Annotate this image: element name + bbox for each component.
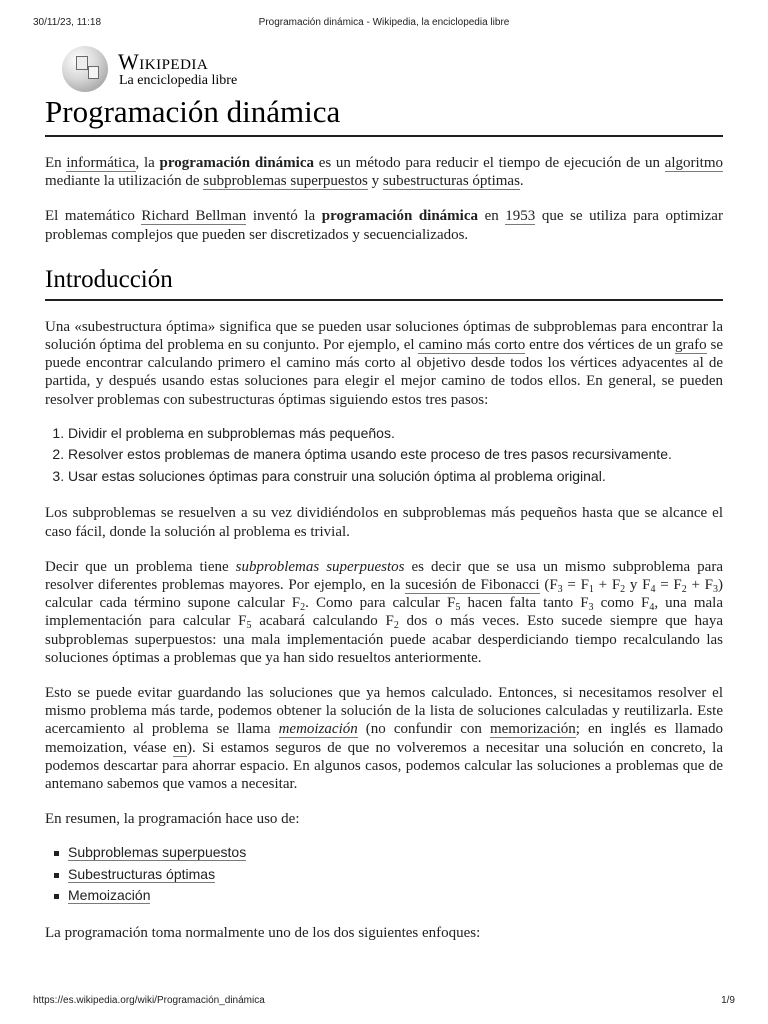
wikipedia-wordmark: Wikipedia bbox=[118, 49, 209, 74]
intro-paragraph-3 bbox=[45, 558, 723, 667]
article-content bbox=[45, 92, 723, 942]
uses-list bbox=[45, 842, 723, 907]
text: y F bbox=[625, 576, 651, 593]
text: El matemático bbox=[45, 208, 142, 225]
text: entre dos vértices de un bbox=[525, 337, 675, 354]
subscript: 3 bbox=[588, 602, 594, 614]
link-memoizacion[interactable]: Memoización bbox=[68, 887, 151, 904]
text: y bbox=[367, 173, 383, 190]
print-datetime: 30/11/23, 11:18 bbox=[33, 17, 102, 28]
text: Esto se puede evitar guardando las soluciones que ya hemos calculado. Entonces, si necesitamos resolver el mismo problema más tarde, podemos obtener la solución de la lista de soluciones calculadas y reutilizarla. Este acercamiento al problema se llama bbox=[45, 684, 723, 738]
list-item bbox=[68, 885, 723, 907]
link-memorizacion[interactable]: memorización bbox=[489, 721, 576, 738]
text: ; en inglés es llamado memoization, véase bbox=[45, 721, 724, 756]
lead-paragraph-1 bbox=[45, 154, 723, 190]
text: (no confundir con bbox=[357, 721, 490, 738]
intro-paragraph-1 bbox=[45, 318, 723, 409]
text: Decir que un problema tiene bbox=[45, 558, 236, 575]
subscript: 3 bbox=[557, 583, 563, 595]
intro-paragraph-4 bbox=[45, 684, 723, 793]
wikipedia-tagline: La enciclopedia libre bbox=[119, 73, 238, 88]
link-subproblemas-superpuestos[interactable]: subproblemas superpuestos bbox=[203, 173, 368, 190]
text: como F bbox=[593, 595, 650, 612]
text: = F bbox=[562, 576, 589, 593]
link-informatica[interactable]: informática bbox=[66, 155, 136, 171]
subscript: 4 bbox=[649, 602, 655, 614]
lead-paragraph-2 bbox=[45, 207, 723, 243]
wikipedia-globe-icon bbox=[62, 46, 108, 92]
intro-paragraph-2: Los subproblemas se resuelven a su vez dividiéndolos en subproblemas más pequeños hasta que se alcance el caso fácil, donde la solución al problema es trivial. bbox=[45, 505, 723, 540]
subscript: 5 bbox=[246, 620, 252, 632]
bold-term: programación dinámica bbox=[159, 155, 314, 171]
text: , una mala implementación para calcular F bbox=[45, 595, 723, 630]
subscript: 3 bbox=[712, 583, 718, 595]
link-sucesion-de-fibonacci[interactable]: sucesión de Fibonacci bbox=[405, 576, 540, 593]
text: + F bbox=[686, 576, 713, 593]
print-footer bbox=[33, 995, 735, 1009]
link-grafo[interactable]: grafo bbox=[675, 337, 707, 354]
text: mediante la utilización de bbox=[45, 173, 204, 190]
subscript: 5 bbox=[455, 602, 461, 614]
page-title: Programación dinámica bbox=[45, 92, 723, 137]
subscript: 2 bbox=[681, 583, 687, 595]
link-1953[interactable]: 1953 bbox=[505, 208, 536, 225]
text: acabará calculando F bbox=[251, 613, 394, 630]
text: + F bbox=[593, 576, 621, 593]
link-camino-mas-corto[interactable]: camino más corto bbox=[418, 337, 526, 354]
subscript: 2 bbox=[300, 602, 306, 614]
link-algoritmo[interactable]: algoritmo bbox=[664, 155, 723, 171]
link-subestructuras-optimas[interactable]: subestructuras óptimas bbox=[382, 173, 520, 190]
link-en[interactable]: en bbox=[172, 739, 187, 756]
text: En bbox=[45, 155, 67, 171]
intro-paragraph-6: La programación toma normalmente uno de los dos siguientes enfoques: bbox=[45, 924, 481, 941]
link-memoizacion[interactable] bbox=[279, 721, 358, 738]
text: es un método para reducir el tiempo de ejecución de un bbox=[314, 155, 665, 171]
text: inventó la bbox=[246, 208, 322, 225]
text: es decir que se usa un mismo subproblema para resolver diferentes problemas mayores. Por ejemplo, en la bbox=[45, 558, 723, 593]
list-item: 3. Usar estas soluciones óptimas para construir una solución óptima al problema original. bbox=[68, 466, 723, 488]
link-text: memoización bbox=[278, 721, 358, 738]
text: que se utiliza para optimizar problemas complejos que pueden ser discretizados y secuencializados. bbox=[45, 208, 723, 243]
italic-term: subproblemas superpuestos bbox=[235, 558, 405, 575]
text: , la bbox=[135, 155, 160, 171]
link-subestructuras-optimas[interactable]: Subestructuras óptimas bbox=[68, 865, 216, 882]
print-page-number: 1/9 bbox=[721, 995, 735, 1006]
print-url: https://es.wikipedia.org/wiki/Programación_dinámica bbox=[33, 995, 265, 1006]
text: dos o más veces. Esto sucede siempre que haya subproblemas superpuestos: una mala implementación puede acabar desperdiciando tiempo recalculando las soluciones óptimas a problemas que ya han sido resueltos anteriormente. bbox=[45, 613, 724, 666]
text: se puede encontrar calculando primero el camino más corto al objetivo desde todos los vértices adyacentes al de partida, y después usando estas soluciones para elegir el mejor camino de todos ellos. En general, se pueden resolver problemas con subestructuras óptimas siguiendo estos tres pasos: bbox=[45, 337, 724, 408]
text: Una «subestructura óptima» significa que se pueden usar soluciones óptimas de subproblemas para encontrar la solución óptima del problema en su conjunto. Por ejemplo, el bbox=[45, 318, 723, 354]
list-item bbox=[68, 864, 723, 886]
text: (F bbox=[539, 576, 558, 593]
steps-list bbox=[45, 423, 723, 488]
list-item bbox=[68, 842, 723, 864]
text: en bbox=[478, 208, 506, 225]
print-page-title: Programación dinámica - Wikipedia, la enciclopedia libre bbox=[258, 17, 510, 28]
intro-paragraph-5: En resumen, la programación hace uso de: bbox=[45, 811, 300, 828]
link-subproblemas-superpuestos[interactable]: Subproblemas superpuestos bbox=[68, 844, 247, 861]
bold-term: programación dinámica bbox=[321, 208, 479, 225]
link-richard-bellman[interactable]: Richard Bellman bbox=[141, 208, 247, 225]
list-item: 1. Dividir el problema en subproblemas más pequeños. bbox=[68, 423, 723, 445]
text: = F bbox=[655, 576, 682, 593]
text: . Como para calcular F bbox=[305, 595, 456, 612]
text: . bbox=[519, 173, 524, 190]
text: ) calcular cada término supone calcular F bbox=[45, 576, 723, 612]
wikipedia-logo[interactable] bbox=[62, 46, 262, 92]
section-heading-introduccion: Introducción bbox=[45, 264, 723, 301]
subscript: 2 bbox=[393, 620, 399, 632]
text: ). Si estamos seguros de que no volveremos a necesitar una solución en concreto, la podemos descartar para ahorrar espacio. En algunos casos, podemos calcular las soluciones a problemas que de antemano sabemos que vamos a necesitar. bbox=[45, 739, 723, 792]
subscript: 2 bbox=[620, 583, 626, 595]
print-header bbox=[33, 17, 735, 31]
subscript: 4 bbox=[650, 583, 656, 595]
subscript: 1 bbox=[588, 583, 594, 595]
list-item: 2. Resolver estos problemas de manera óptima usando este proceso de tres pasos recursivamente. bbox=[68, 444, 723, 466]
text: hacen falta tanto F bbox=[460, 595, 589, 612]
